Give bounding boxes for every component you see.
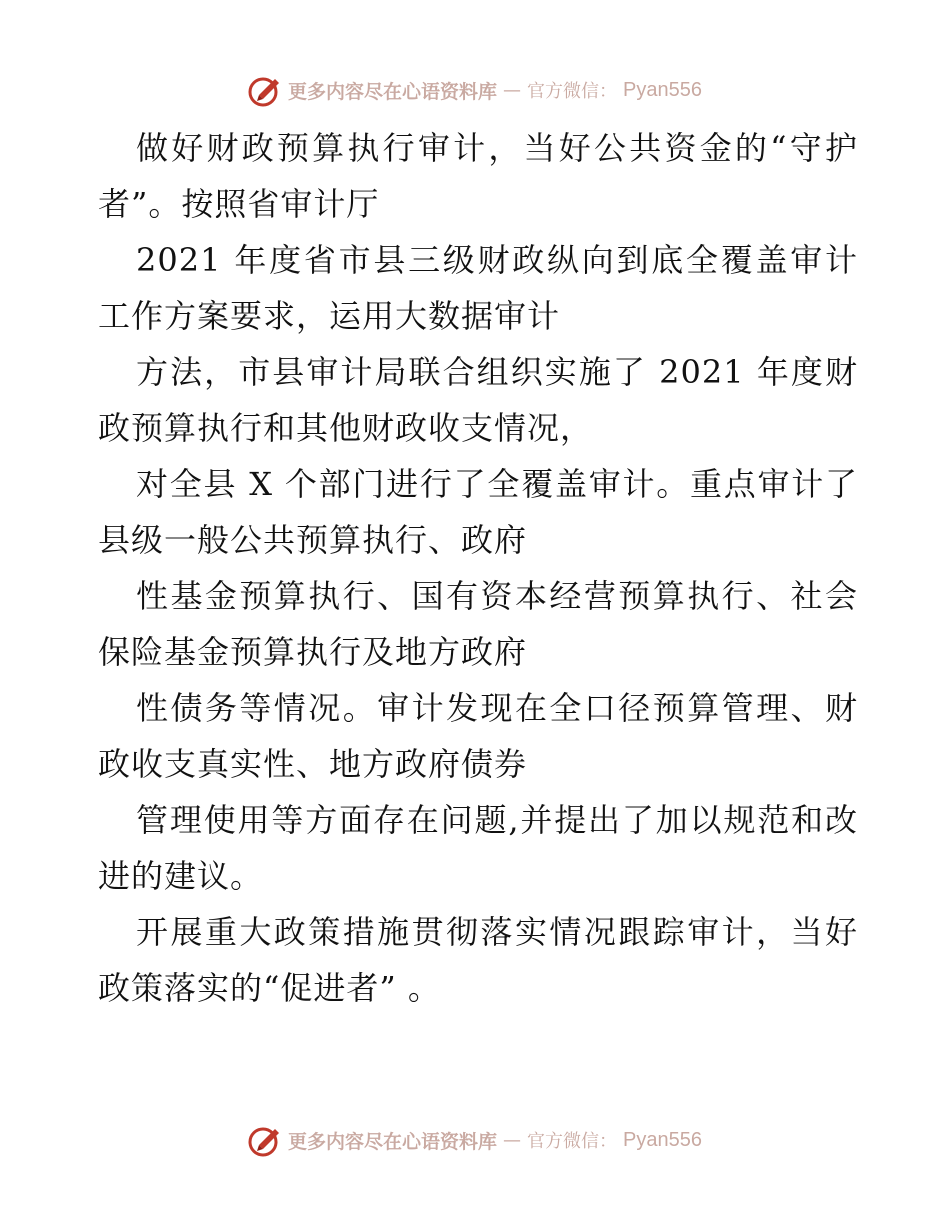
pen-logo-icon bbox=[248, 1123, 282, 1157]
paragraph-2: 2021 年度省市县三级财政纵向到底全覆盖审计工作方案要求，运用大数据审计 bbox=[98, 241, 858, 335]
header-watermark-banner bbox=[0, 70, 950, 110]
header-site-text: 更多内容尽在心语资料库 bbox=[288, 80, 498, 103]
header-separator: — bbox=[503, 79, 522, 101]
footer-site-text: 更多内容尽在心语资料库 bbox=[288, 1130, 498, 1153]
pen-logo-icon bbox=[248, 73, 282, 107]
document-body bbox=[98, 120, 858, 1016]
footer-watermark-banner bbox=[0, 1120, 950, 1160]
paragraph-3: 方法，市县审计局联合组织实施了 2021 年度财政预算执行和其他财政收支情况， bbox=[98, 353, 858, 447]
footer-wechat-label: 官方微信： bbox=[527, 1131, 618, 1152]
paragraph-6: 性债务等情况。审计发现在全口径预算管理、财政收支真实性、地方政府债券 bbox=[98, 689, 858, 783]
paragraph-5: 性基金预算执行、国有资本经营预算执行、社会保险基金预算执行及地方政府 bbox=[98, 577, 858, 671]
paragraph-4: 对全县 X 个部门进行了全覆盖审计。重点审计了县级一般公共预算执行、政府 bbox=[98, 465, 858, 559]
header-wechat-label: 官方微信： bbox=[527, 81, 618, 102]
paragraph-8: 开展重大政策措施贯彻落实情况跟踪审计，当好政策落实的“促进者” 。 bbox=[98, 913, 858, 1007]
paragraph-7: 管理使用等方面存在问题,并提出了加以规范和改进的建议。 bbox=[98, 801, 858, 895]
footer-separator: — bbox=[503, 1129, 522, 1151]
header-wechat-id: Pyan556 bbox=[623, 78, 702, 101]
paragraph-1: 做好财政预算执行审计，当好公共资金的“守护者”。按照省审计厅 bbox=[98, 129, 858, 223]
footer-wechat-id: Pyan556 bbox=[623, 1128, 702, 1151]
